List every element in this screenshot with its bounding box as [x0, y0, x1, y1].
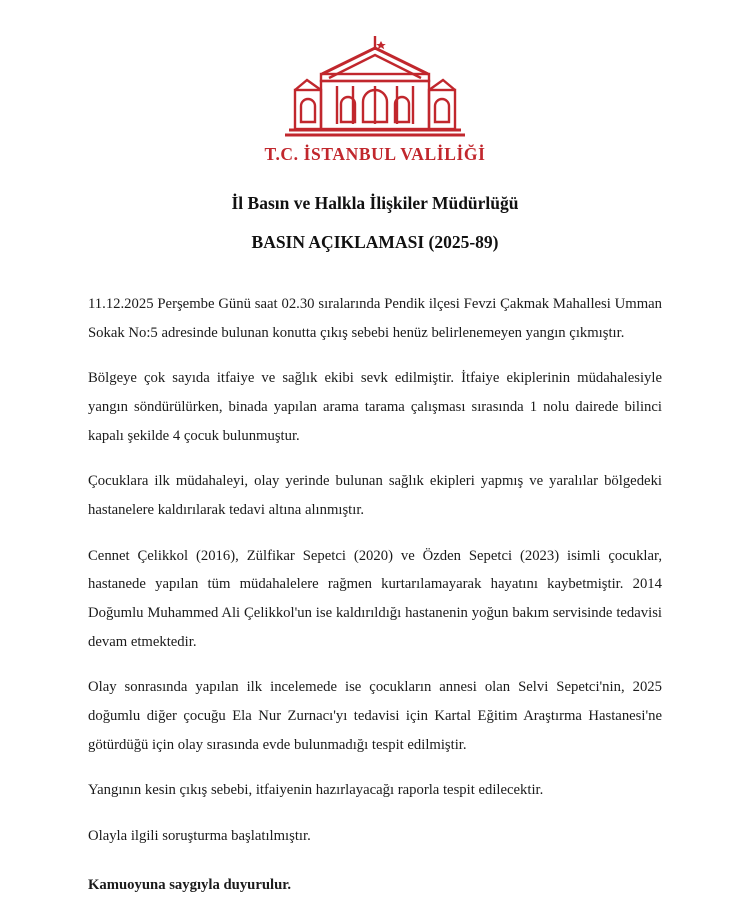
paragraph: Olayla ilgili soruşturma başlatılmıştır. [88, 827, 311, 844]
letterhead [88, 34, 662, 165]
letterhead-caption: T.C. İSTANBUL VALİLİĞİ [264, 144, 486, 164]
istanbul-governorship-building-emblem-icon [277, 34, 473, 140]
document-headings [88, 191, 662, 254]
paragraph: Yangının kesin çıkış sebebi, itfaiyenin hazırlayacağı raporla tespit edilecektir. [88, 782, 544, 799]
paragraph: Cennet Çelikkol (2016), Zülfikar Sepetci (2020) ve Özden Sepetci (2023) isimli çocuklar, hastanede yapılan tüm müdahalelere rağmen kurtarılamayarak hayatını kaybetmiştir. 2014 Doğumlu Muhammed Ali Çelikkol'un ise kaldırıldığı hastanenin yoğun bakım servisinde tedavisi devam etmektedir. [88, 547, 662, 650]
paragraph: 11.12.2025 Perşembe Günü saat 02.30 sıralarında Pendik ilçesi Fevzi Çakmak Mahallesi Umman Sokak No:5 adresinde bulunan konutta çıkış sebebi henüz belirlenemeyen yangın çıkmıştır. [88, 296, 662, 341]
document-body [88, 290, 662, 899]
closing-statement: Kamuoyuna saygıyla duyurulur. [88, 876, 292, 893]
paragraph: Bölgeye çok sayıda itfaiye ve sağlık ekibi sevk edilmiştir. İtfaiye ekiplerinin müdahalesiyle yangın söndürülürken, binada yapılan arama tarama çalışması sırasında 1 nolu dairede bilinci kapalı şekilde 4 çocuk bulunmuştur. [88, 370, 662, 444]
paragraph: Olay sonrasında yapılan ilk incelemede ise çocukların annesi olan Selvi Sepetci'nin, 2025 doğumlu diğer çocuğu Ela Nur Zurnacı'yı tedavisi için Kartal Eğitim Araştırma Hastanesi'ne götürdüğü için olay sırasında evde bulunmadığı tespit edilmiştir. [88, 679, 662, 753]
page-subtitle: BASIN AÇIKLAMASI (2025-89) [251, 231, 499, 252]
paragraph: Çocuklara ilk müdahaleyi, olay yerinde bulunan sağlık ekipleri yapmış ve yaralılar bölgedeki hastanelere kaldırılarak tedavi altına alınmıştır. [88, 473, 662, 518]
page-title: İl Basın ve Halkla İlişkiler Müdürlüğü [231, 193, 519, 213]
